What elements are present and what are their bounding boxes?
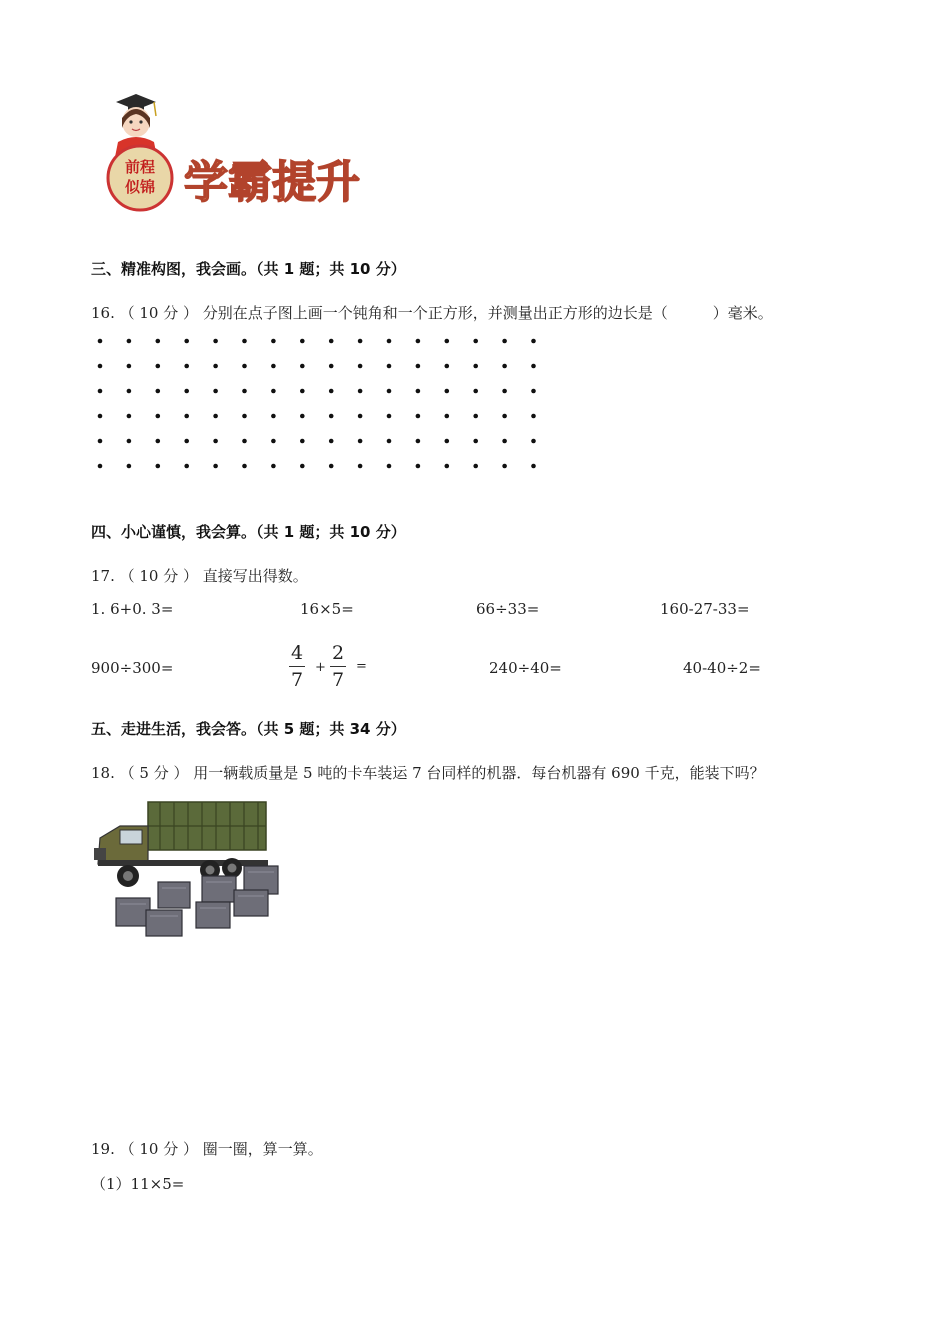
section-4-heading: 四、小心谨慎，我会算。（共 1 题；共 10 分） — [91, 523, 406, 541]
grid-dot — [502, 389, 507, 394]
grid-dot — [127, 339, 132, 344]
grid-dot — [156, 439, 161, 444]
badge-line1: 前程 — [124, 158, 156, 176]
calc-item: 66÷33= — [476, 600, 540, 618]
grid-dot — [502, 439, 507, 444]
grid-dot — [416, 389, 421, 394]
grid-dot — [416, 364, 421, 369]
grid-dot — [242, 364, 247, 369]
question-17: 17. （ 10 分 ） 直接写出得数。 — [91, 567, 308, 585]
grid-dot — [271, 414, 276, 419]
grid-dot — [213, 414, 218, 419]
grid-dot — [127, 364, 132, 369]
grid-dot — [473, 439, 478, 444]
grid-dot — [531, 464, 536, 469]
fraction-bar — [330, 666, 346, 667]
grid-dot — [184, 439, 189, 444]
grid-dot — [416, 339, 421, 344]
grid-dot — [300, 389, 305, 394]
grid-dot — [502, 364, 507, 369]
fraction-2-7 — [330, 642, 346, 691]
grid-dot — [300, 464, 305, 469]
grid-dot — [98, 439, 103, 444]
grid-dot — [156, 339, 161, 344]
question-19-part-1: （1）11×5= — [91, 1175, 185, 1193]
grid-dot — [98, 464, 103, 469]
grid-dot — [358, 389, 363, 394]
fraction-numerator: 4 — [290, 642, 304, 664]
grid-dot — [473, 364, 478, 369]
grid-dot — [445, 339, 450, 344]
grid-dot — [358, 414, 363, 419]
grid-dot — [531, 339, 536, 344]
grid-dot — [300, 364, 305, 369]
grid-dot — [445, 389, 450, 394]
grid-dot — [531, 439, 536, 444]
grid-dot — [213, 439, 218, 444]
grid-dot — [329, 389, 334, 394]
grid-dot — [156, 364, 161, 369]
grid-dot — [502, 414, 507, 419]
grid-dot — [387, 339, 392, 344]
grid-dot — [98, 389, 103, 394]
grid-dot — [127, 389, 132, 394]
grid-dot — [271, 389, 276, 394]
grid-dot — [184, 339, 189, 344]
grid-dot — [329, 339, 334, 344]
grid-dot — [271, 364, 276, 369]
grid-dot — [358, 439, 363, 444]
grid-dot — [502, 464, 507, 469]
grid-dot — [213, 339, 218, 344]
grid-dot — [300, 439, 305, 444]
truck-with-machines-image — [90, 790, 285, 938]
grid-dot — [416, 464, 421, 469]
calc-item: 240÷40= — [489, 659, 562, 677]
grid-dot — [473, 464, 478, 469]
grid-dot — [156, 464, 161, 469]
calc-item: 900÷300= — [91, 659, 174, 677]
grid-dot — [387, 364, 392, 369]
grid-dot — [473, 414, 478, 419]
section-5-heading: 五、走进生活，我会答。（共 5 题；共 34 分） — [91, 720, 406, 738]
section-3-heading: 三、精准构图，我会画。（共 1 题；共 10 分） — [91, 260, 406, 278]
grid-dot — [127, 414, 132, 419]
grid-dot — [213, 389, 218, 394]
grid-dot — [271, 464, 276, 469]
grid-dot — [473, 389, 478, 394]
question-16: 16. （ 10 分 ） 分别在点子图上画一个钝角和一个正方形，并测量出正方形的边长是（ ）毫米。 — [91, 304, 773, 322]
grid-dot — [213, 364, 218, 369]
grid-dot — [445, 439, 450, 444]
grid-dot — [387, 389, 392, 394]
grid-dot — [300, 339, 305, 344]
calc-item: 40-40÷2= — [683, 659, 761, 677]
fraction-4-7 — [289, 642, 305, 691]
grid-dot — [213, 464, 218, 469]
fraction-bar — [289, 666, 305, 667]
grid-dot — [387, 414, 392, 419]
fraction-numerator: 2 — [331, 642, 345, 664]
grid-dot — [184, 389, 189, 394]
calc-item: 16×5= — [300, 600, 354, 618]
grid-dot — [531, 389, 536, 394]
grid-dot — [127, 439, 132, 444]
grid-dot — [156, 414, 161, 419]
calc-item: 1. 6+0. 3= — [91, 600, 174, 618]
grid-dot — [358, 339, 363, 344]
badge-line2: 似锦 — [124, 178, 156, 196]
grid-dot — [445, 364, 450, 369]
grid-dot — [416, 439, 421, 444]
grid-dot — [98, 414, 103, 419]
grid-dot — [271, 439, 276, 444]
fraction-denominator: 7 — [331, 669, 345, 692]
grid-dot — [127, 464, 132, 469]
grid-dot — [98, 364, 103, 369]
equals-sign: = — [356, 659, 367, 674]
grid-dot — [242, 414, 247, 419]
dot-grid[interactable] — [91, 332, 541, 477]
grid-dot — [358, 364, 363, 369]
grid-dot — [98, 339, 103, 344]
grid-dot — [242, 464, 247, 469]
grid-dot — [531, 364, 536, 369]
grid-dot — [329, 439, 334, 444]
banner-text: 学霸提升 — [184, 157, 360, 208]
grid-dot — [502, 339, 507, 344]
xueba-tisheng-logo — [88, 92, 403, 220]
grid-dot — [184, 414, 189, 419]
grid-dot — [416, 414, 421, 419]
grid-dot — [242, 439, 247, 444]
grid-dot — [329, 364, 334, 369]
grid-dot — [329, 414, 334, 419]
grid-dot — [387, 464, 392, 469]
grid-dot — [445, 414, 450, 419]
question-18: 18. （ 5 分 ） 用一辆载质量是 5 吨的卡车装运 7 台同样的机器．每台机器有 690 千克，能装下吗？ — [91, 764, 765, 782]
grid-dot — [473, 339, 478, 344]
grid-dot — [300, 414, 305, 419]
grid-dot — [271, 339, 276, 344]
grid-dot — [242, 339, 247, 344]
grid-dot — [358, 464, 363, 469]
plus-sign: + — [315, 660, 326, 675]
calc-item: 160-27-33= — [660, 600, 750, 618]
grid-dot — [531, 414, 536, 419]
grid-dot — [329, 464, 334, 469]
grid-dot — [445, 464, 450, 469]
grid-dot — [184, 464, 189, 469]
grid-dot — [184, 364, 189, 369]
fraction-denominator: 7 — [290, 669, 304, 692]
grid-dot — [387, 439, 392, 444]
question-19: 19. （ 10 分 ） 圈一圈，算一算。 — [91, 1140, 323, 1158]
grid-dot — [242, 389, 247, 394]
grid-dot — [156, 389, 161, 394]
